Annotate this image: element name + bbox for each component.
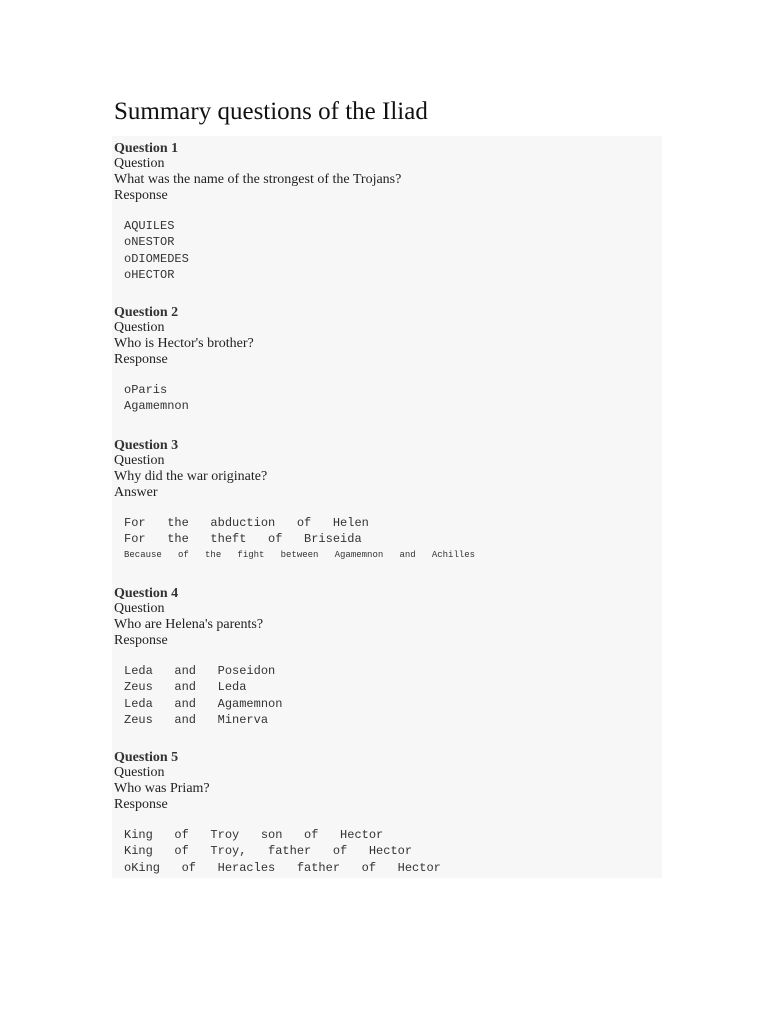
question-block-4 [114, 586, 660, 728]
option-item: Agamemnon [124, 399, 189, 414]
question-label: Question [114, 601, 165, 616]
quiz-panel [112, 136, 662, 878]
option-item: oNESTOR [124, 235, 175, 250]
question-block-1 [114, 141, 660, 283]
response-label: Response [114, 632, 168, 648]
response-label: Response [114, 796, 168, 812]
option-item: For the abduction of Helen [124, 516, 369, 530]
option-item: Leda and Poseidon [124, 664, 276, 678]
question-text: What was the name of the strongest of the Trojans? [114, 171, 402, 187]
question-label: Question [114, 453, 165, 468]
options-list [114, 515, 660, 562]
question-block-5 [114, 750, 660, 876]
option-item: Because of the fight between Agamemnon and Achilles [124, 549, 476, 560]
question-text: Who was Priam? [114, 780, 210, 796]
question-label: Question [114, 320, 165, 335]
response-label: Response [114, 351, 168, 367]
option-item: Leda and Agamemnon [124, 696, 283, 711]
options-list [114, 382, 660, 415]
option-item: For the theft of Briseida [124, 532, 362, 547]
options-list [114, 827, 660, 876]
answer-label: Answer [114, 484, 158, 500]
question-heading: Question 1 [114, 141, 179, 156]
question-label: Question [114, 765, 165, 780]
question-text: Why did the war originate? [114, 468, 268, 484]
question-label: Question [114, 156, 165, 171]
option-item: oDIOMEDES [124, 251, 189, 266]
question-heading: Question 2 [114, 305, 179, 320]
question-heading: Question 4 [114, 586, 179, 601]
option-item: oKing of Heracles father of Hector [124, 860, 441, 875]
option-item: oHECTOR [124, 267, 175, 282]
options-list [114, 218, 660, 283]
option-item: Zeus and Leda [124, 680, 247, 695]
options-list [114, 663, 660, 728]
question-block-2 [114, 305, 660, 415]
page-title: Summary questions of the Iliad [114, 98, 428, 125]
question-heading: Question 3 [114, 438, 179, 453]
question-heading: Question 5 [114, 750, 179, 765]
question-text: Who are Helena's parents? [114, 616, 264, 632]
question-text: Who is Hector's brother? [114, 335, 254, 351]
response-label: Response [114, 187, 168, 203]
question-block-3 [114, 438, 660, 562]
option-item: King of Troy, father of Hector [124, 844, 413, 859]
option-item: oParis [124, 383, 168, 397]
option-item: Zeus and Minerva [124, 712, 269, 727]
option-item: AQUILES [124, 219, 175, 233]
option-item: King of Troy son of Hector [124, 828, 384, 842]
